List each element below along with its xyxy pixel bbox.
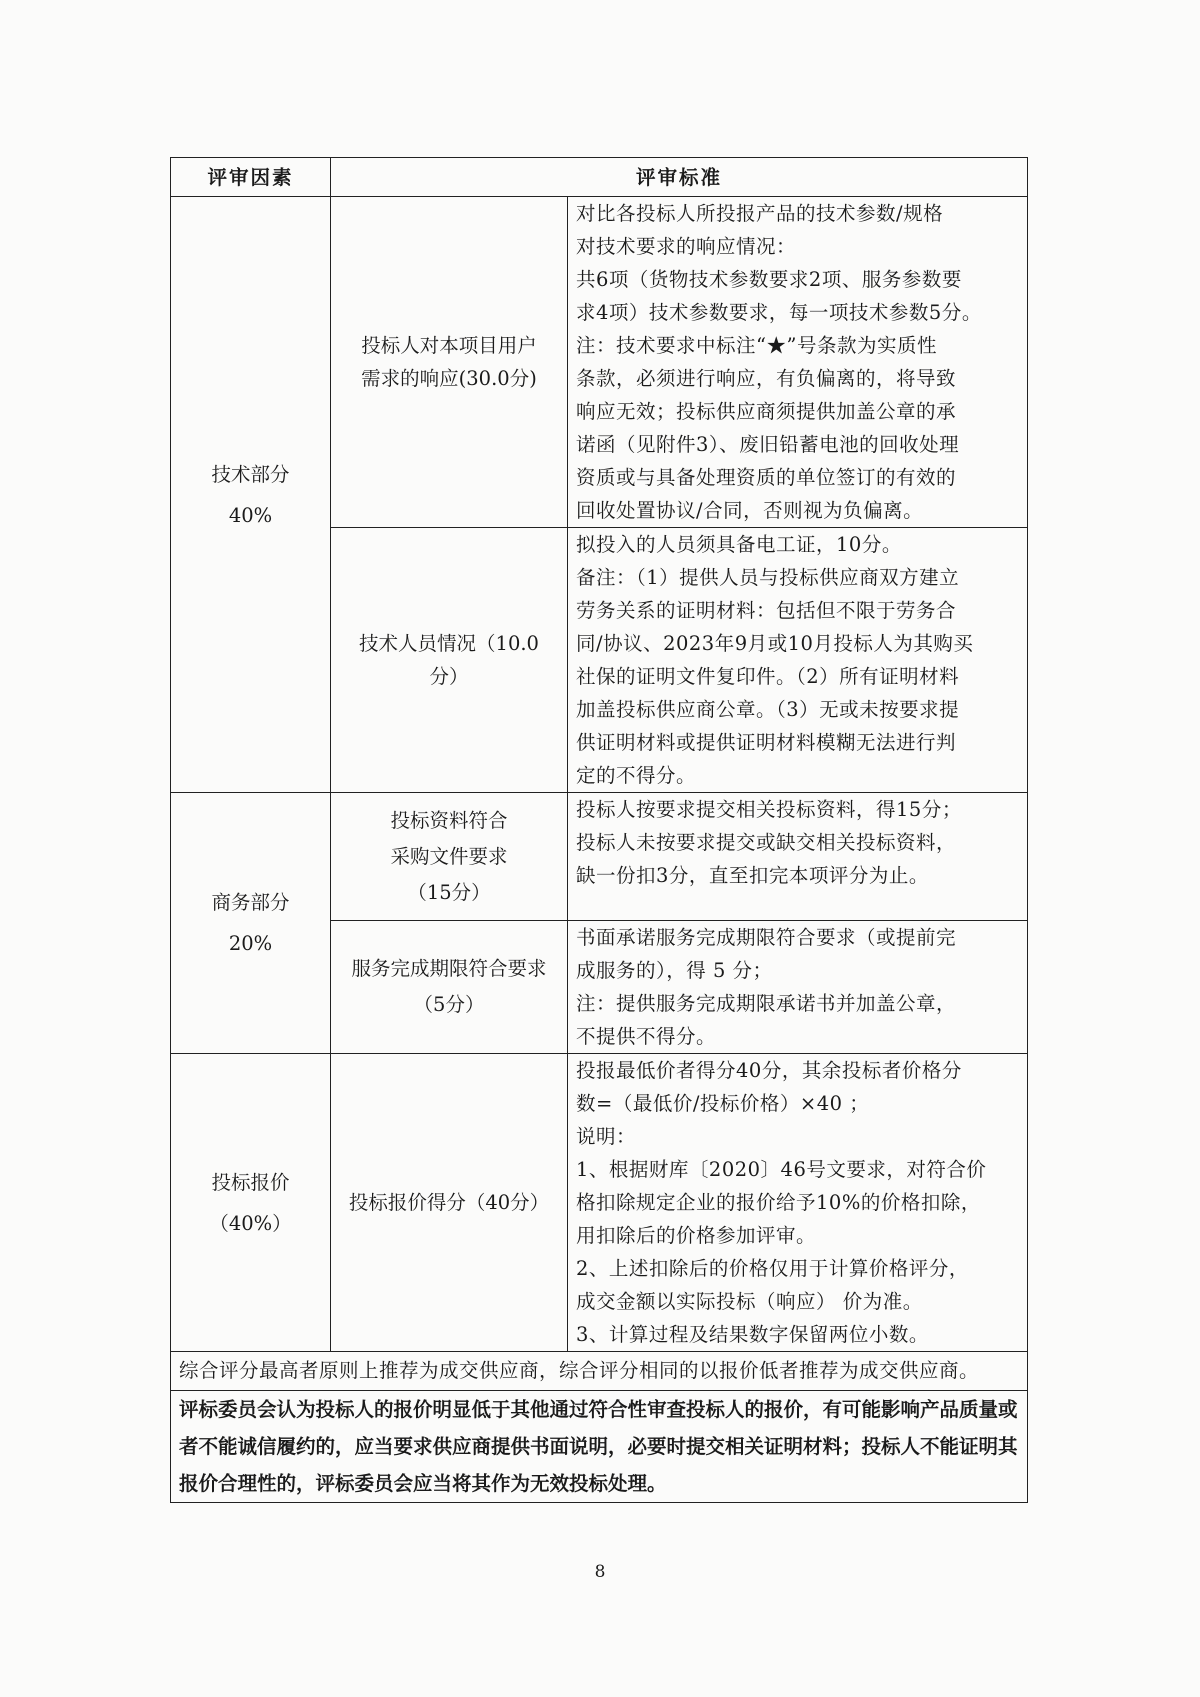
criteria-line: 备注：（1）提供人员与投标供应商双方建立 [576, 566, 960, 589]
criteria-line: 对技术要求的响应情况： [576, 235, 797, 258]
criteria-user-requirement [568, 197, 1028, 528]
criteria-line: 投标人按要求提交相关投标资料，得15分； [576, 798, 962, 821]
factor-technical [171, 197, 331, 793]
item-name-line: 服务完成期限符合要求 [351, 957, 547, 980]
criteria-line: 用扣除后的价格参加评审。 [576, 1224, 817, 1247]
factor-label: 投标报价 [211, 1170, 290, 1194]
item-name-line: 技术人员情况（10.0 [359, 632, 539, 655]
criteria-line: 求4项）技术参数要求，每一项技术参数5分。 [576, 301, 982, 324]
table-header-row [171, 158, 1028, 197]
item-name-line: 采购文件要求 [390, 844, 508, 868]
criteria-line: 同/协议、2023年9月或10月投标人为其购买 [576, 632, 974, 655]
item-service-deadline [331, 921, 568, 1054]
criteria-line: 资质或与具备处理资质的单位签订的有效的 [576, 466, 957, 489]
item-bid-documents [331, 793, 568, 921]
item-price-score [331, 1054, 568, 1352]
criteria-line: 投报最低价者得分40分，其余投标者价格分 [576, 1059, 962, 1082]
criteria-line: 3、计算过程及结果数字保留两位小数。 [576, 1323, 929, 1346]
criteria-line: 回收处置协议/合同，否则视为负偏离。 [576, 499, 924, 522]
table-row [171, 1352, 1028, 1391]
criteria-line: 拟投入的人员须具备电工证，10分。 [576, 533, 902, 556]
criteria-line: 成交金额以实际投标（响应） 价为准。 [576, 1290, 923, 1313]
criteria-line: 劳务关系的证明材料：包括但不限于劳务合 [576, 599, 957, 622]
criteria-line: 条款，必须进行响应，有负偏离的，将导致 [576, 367, 957, 390]
criteria-line: 缺一份扣3分，直至扣完本项评分为止。 [576, 864, 929, 887]
item-name-line: 投标人对本项目用户 [361, 334, 537, 357]
page-number: 8 [594, 1562, 606, 1582]
item-name-line: 投标资料符合 [390, 808, 508, 832]
table-row [171, 793, 1028, 921]
criteria-price-score [568, 1054, 1028, 1352]
criteria-line: 2、上述扣除后的价格仅用于计算价格评分， [576, 1257, 969, 1280]
item-name-line: 投标报价得分（40分） [348, 1191, 550, 1214]
criteria-technical-staff [568, 528, 1028, 793]
factor-label: 技术部分 [211, 462, 290, 486]
criteria-line: 定的不得分。 [576, 764, 697, 787]
factor-label: 商务部分 [211, 891, 290, 914]
scoring-table [170, 157, 1028, 1503]
table-row [171, 197, 1028, 528]
factor-price [171, 1054, 331, 1352]
header-standard: 评审标准 [331, 158, 1028, 197]
criteria-line: 成服务的），得 5 分； [576, 959, 773, 982]
criteria-line: 加盖投标供应商公章。（3）无或未按要求提 [576, 698, 960, 721]
item-name-line: （15分） [407, 880, 491, 904]
criteria-line: 注：技术要求中标注“★”号条款为实质性 [576, 334, 937, 357]
criteria-line: 书面承诺服务完成期限符合要求（或提前完 [576, 926, 957, 949]
factor-weight: （40%） [209, 1211, 292, 1235]
criteria-line: 诺函（见附件3）、废旧铅蓄电池的回收处理 [576, 433, 960, 456]
header-factor: 评审因素 [171, 158, 331, 197]
criteria-line: 说明： [576, 1125, 637, 1148]
criteria-line: 共6项（货物技术参数要求2项、服务参数要 [576, 268, 962, 291]
criteria-line: 对比各投标人所投报产品的技术参数/规格 [576, 202, 944, 225]
criteria-line: 投标人未按要求提交或缺交相关投标资料， [576, 831, 957, 854]
item-name-line: 需求的响应(30.0分) [361, 367, 537, 390]
factor-weight: 20% [228, 932, 273, 955]
table-row [171, 1391, 1028, 1503]
table-row [171, 1054, 1028, 1352]
item-technical-staff [331, 528, 568, 793]
factor-business [171, 793, 331, 1054]
item-name-line: （5分） [413, 993, 485, 1016]
item-name-line: 分） [429, 665, 469, 688]
criteria-line: 格扣除规定企业的报价给予10%的价格扣除， [576, 1191, 981, 1214]
criteria-line: 数=（最低价/投标价格）×40 ； [576, 1092, 870, 1115]
criteria-line: 注：提供服务完成期限承诺书并加盖公章， [576, 992, 957, 1015]
footer-note: 综合评分最高者原则上推荐为成交供应商，综合评分相同的以报价低者推荐为成交供应商。 [171, 1352, 1028, 1391]
criteria-line: 响应无效；投标供应商须提供加盖公章的承 [576, 400, 957, 423]
item-user-requirement [331, 197, 568, 528]
criteria-line: 供证明材料或提供证明材料模糊无法进行判 [576, 731, 957, 754]
criteria-line: 1、根据财库〔2020〕46号文要求，对符合价 [576, 1158, 987, 1181]
criteria-line: 社保的证明文件复印件。（2）所有证明材料 [576, 665, 960, 688]
factor-weight: 40% [228, 503, 273, 527]
criteria-service-deadline [568, 921, 1028, 1054]
bold-note: 评标委员会认为投标人的报价明显低于其他通过符合性审查投标人的报价，有可能影响产品质量或者不能诚信履约的，应当要求供应商提供书面说明，必要时提交相关证明材料；投标人不能证明其报价合理性的，评标委员会应当将其作为无效投标处理。 [171, 1391, 1028, 1503]
criteria-line: 不提供不得分。 [576, 1025, 717, 1048]
criteria-bid-documents [568, 793, 1028, 921]
